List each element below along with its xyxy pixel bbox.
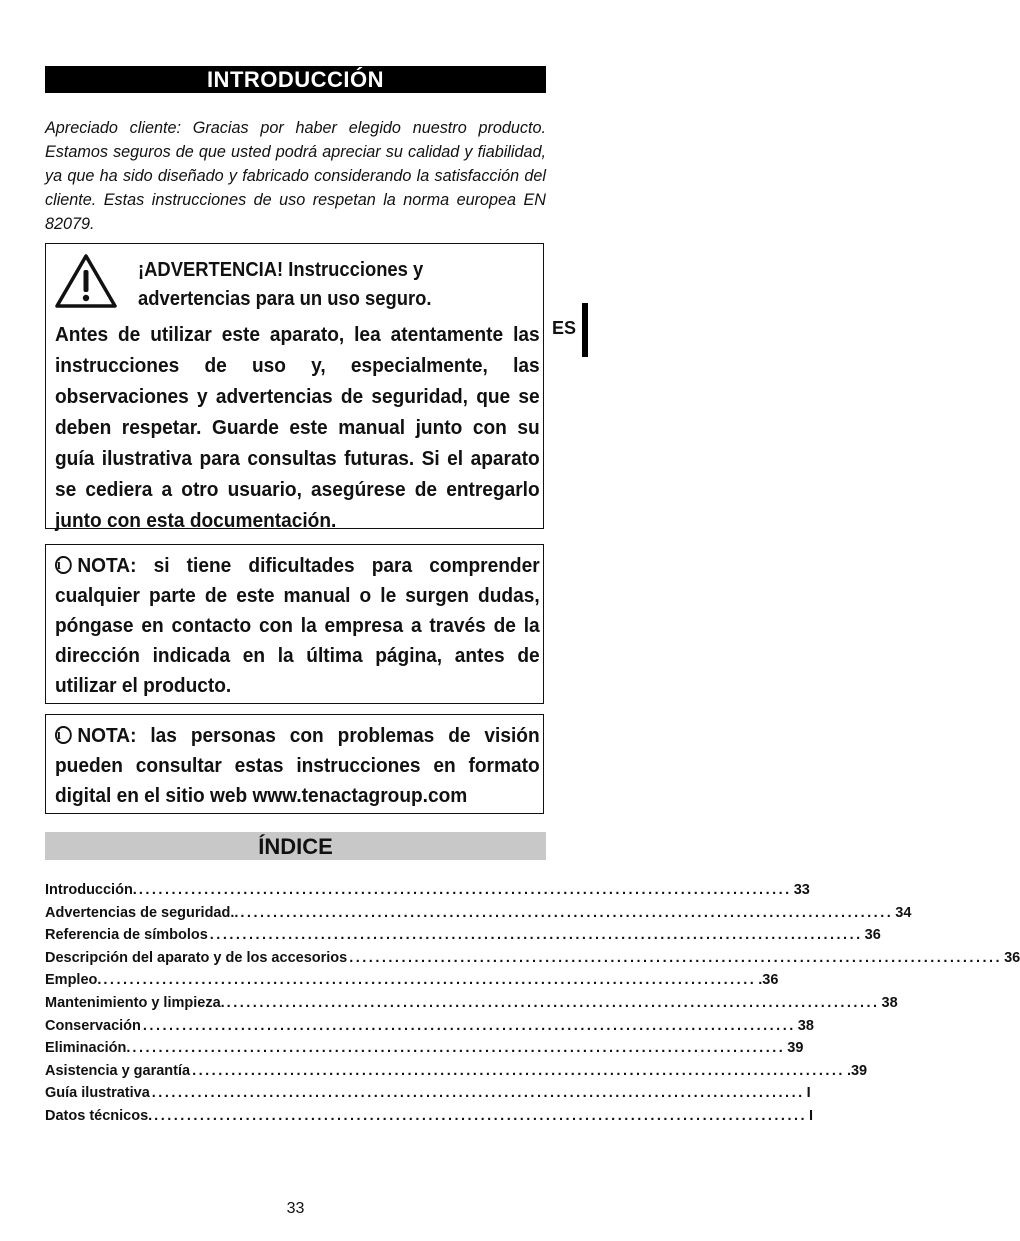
toc-entry[interactable] xyxy=(45,969,779,992)
warning-title-line2: advertencias para un uso seguro. xyxy=(138,288,432,310)
toc-entry[interactable] xyxy=(45,1105,814,1128)
toc-leader-dots: .................................................................................................... xyxy=(192,1062,845,1079)
toc-label: Asistencia y garantía xyxy=(45,1062,191,1079)
toc-page-number: 36 xyxy=(1004,949,1020,966)
toc-leader-dots: .................................................................................................... xyxy=(103,972,757,989)
toc-entry[interactable] xyxy=(45,924,881,947)
toc-leader-dots: .................................................................................................... xyxy=(138,882,792,898)
section-title-indice: ÍNDICE xyxy=(45,832,546,860)
warning-title-line1: ¡ADVERTENCIA! Instrucciones y xyxy=(138,259,424,281)
toc-leader-dots: .................................................................................................... xyxy=(154,1107,808,1124)
toc-leader-dots: .................................................................................................... xyxy=(132,1040,786,1057)
note-text-content: NOTA: las personas con problemas de visión pueden consultar estas instrucciones en formato digital en el sitio web www.tenactagroup.com xyxy=(55,724,540,807)
toc-label: Guía ilustrativa xyxy=(45,1085,150,1102)
toc-label: Mantenimiento y limpieza. xyxy=(45,994,225,1011)
toc-label: Descripción del aparato y de los accesorios xyxy=(45,949,348,966)
toc-page-number: 38 xyxy=(797,1017,814,1034)
info-icon xyxy=(55,726,72,744)
warning-box xyxy=(45,243,544,532)
language-tab: ES xyxy=(552,318,577,338)
toc-entry[interactable] xyxy=(45,947,1020,970)
toc-entry[interactable] xyxy=(45,1060,868,1083)
warning-triangle-icon xyxy=(54,252,118,310)
intro-paragraph: Apreciado cliente: Gracias por haber elegido nuestro producto. Estamos seguros de que usted podrá apreciar su calidad y fiabilidad, ya que ha sido diseñado y fabricado considerando la satisfacción del cliente. Estas instrucciones de uso respetan la norma europea EN 82079. xyxy=(45,119,546,233)
note-box-vision xyxy=(45,714,544,814)
toc-entry[interactable] xyxy=(45,1037,804,1060)
toc-page-number: .36 xyxy=(758,972,779,989)
note-text xyxy=(55,551,540,701)
toc-label: Conservación xyxy=(45,1017,141,1034)
toc-entry[interactable] xyxy=(45,1082,811,1105)
toc-entry[interactable] xyxy=(45,879,810,902)
toc-page-number: 33 xyxy=(793,882,810,898)
toc-page-number: 34 xyxy=(895,904,912,921)
toc-entry[interactable] xyxy=(45,902,912,925)
note-text-content: NOTA: si tiene dificultades para comprender cualquier parte de este manual o le surgen dudas, póngase en contacto con la empresa a través de la dirección indicada en la última página, antes de utilizar el producto. xyxy=(55,554,540,697)
toc-label: Referencia de símbolos xyxy=(45,927,208,944)
toc-label: Introducción. xyxy=(45,882,137,898)
toc-leader-dots: .................................................................................................... xyxy=(142,1017,796,1034)
toc-page-number: 36 xyxy=(864,927,881,944)
toc-label: Advertencias de seguridad.. xyxy=(45,904,239,921)
toc-leader-dots: .................................................................................................... xyxy=(226,994,880,1011)
toc-leader-dots: .................................................................................................... xyxy=(349,949,1003,966)
section-title-introduccion: INTRODUCCIÓN xyxy=(45,66,546,93)
note-box-difficulties xyxy=(45,544,544,704)
language-tab-marker xyxy=(582,303,588,357)
toc-page-number: .39 xyxy=(846,1062,868,1079)
toc-entry[interactable] xyxy=(45,992,898,1015)
toc-page-number: I xyxy=(806,1085,811,1102)
toc-page-number: 39 xyxy=(787,1040,804,1057)
toc-page-number: I xyxy=(809,1107,814,1124)
toc-label: Eliminación. xyxy=(45,1040,131,1057)
toc-leader-dots: .................................................................................................... xyxy=(151,1085,805,1102)
info-icon xyxy=(55,556,72,574)
toc-leader-dots: .................................................................................................... xyxy=(209,927,863,944)
toc-label: Datos técnicos. xyxy=(45,1107,153,1124)
page-number: 33 xyxy=(286,1200,305,1217)
toc-page-number: 38 xyxy=(881,994,898,1011)
table-of-contents xyxy=(45,879,1020,1128)
warning-title xyxy=(138,256,469,314)
toc-leader-dots: .................................................................................................... xyxy=(240,904,894,921)
note-text xyxy=(55,721,540,811)
toc-entry[interactable] xyxy=(45,1015,814,1038)
warning-body: Antes de utilizar este aparato, lea atentamente las instrucciones de uso y, especialmente, las observaciones y advertencias de seguridad, que se deben respetar. Guarde este manual junto con su guía ilustrativa para consultas futuras. Si el aparato se cediera a otro usuario, asegúrese de entregarlo junto con esta documentación. xyxy=(55,323,540,532)
toc-label: Empleo. xyxy=(45,972,102,989)
